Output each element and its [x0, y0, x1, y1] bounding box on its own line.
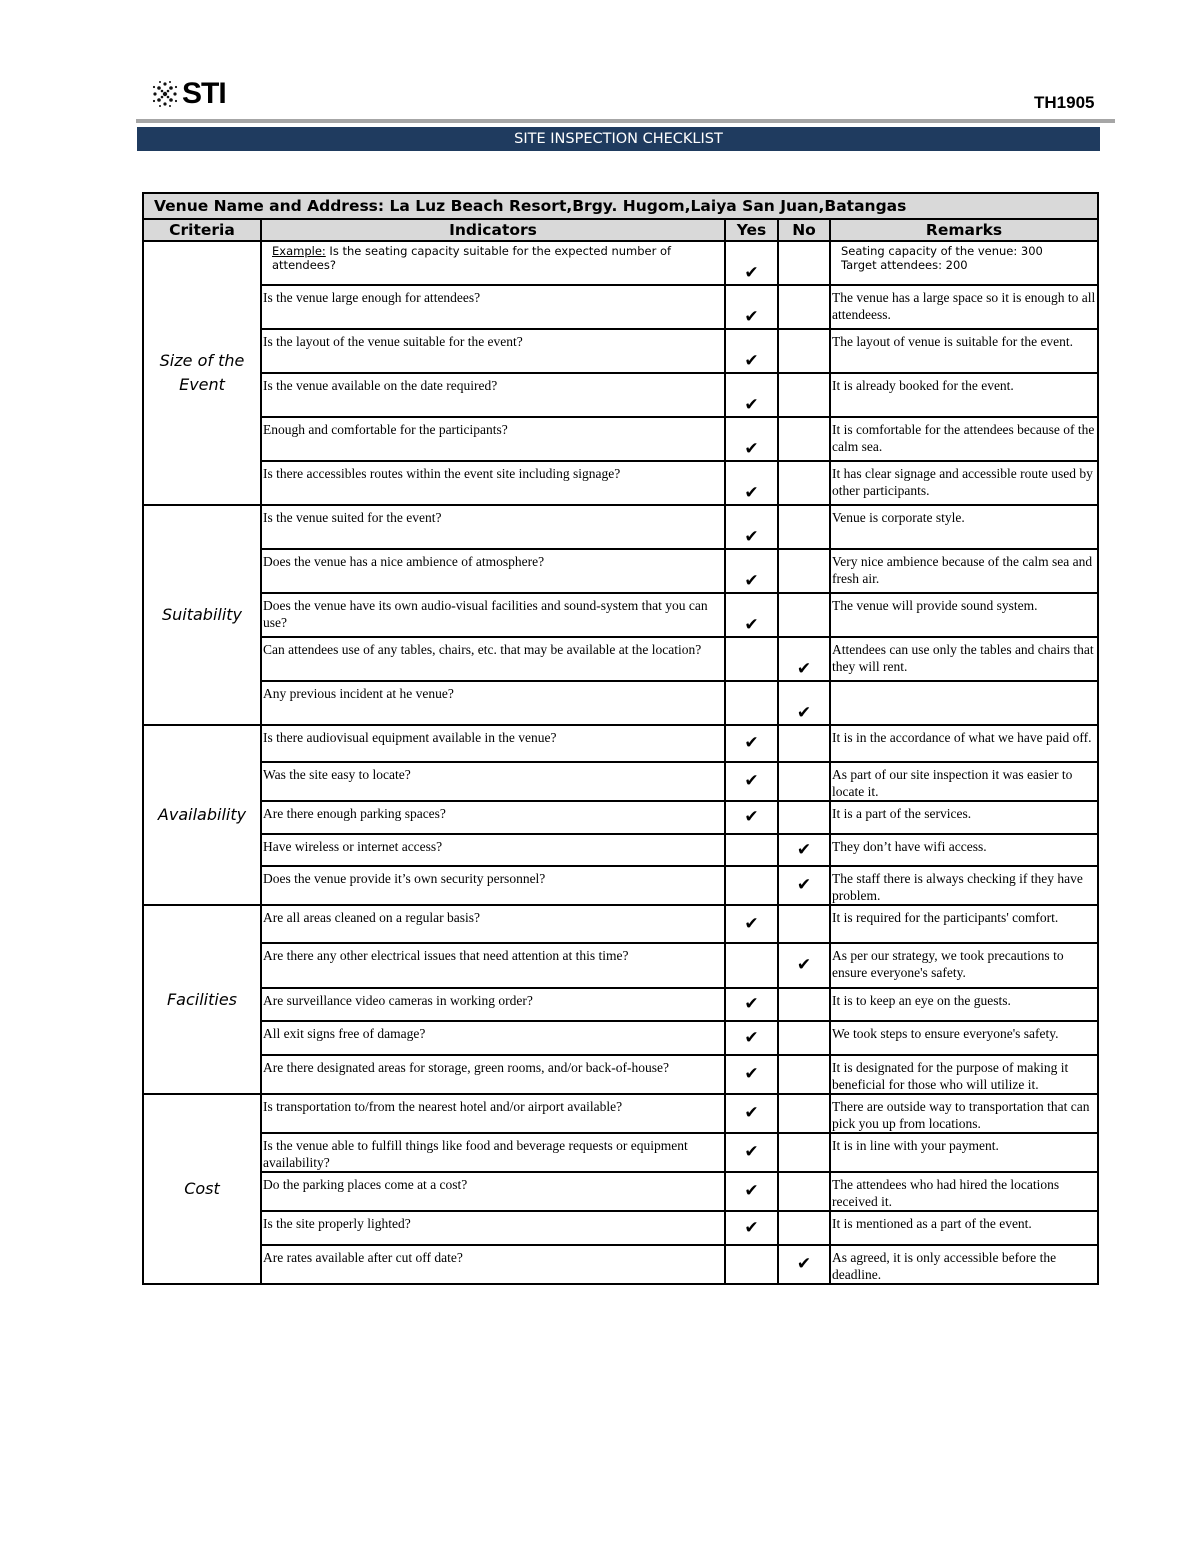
check-mark-icon: ✔ [744, 263, 759, 283]
indicator-cell: All exit signs free of damage? [261, 1021, 725, 1055]
indicator-cell: Have wireless or internet access? [261, 834, 725, 866]
yes-cell [725, 1055, 778, 1094]
check-mark-icon: ✔ [796, 703, 812, 723]
yes-cell [725, 725, 778, 762]
example-remarks-line2: Target attendees: 200 [841, 258, 968, 272]
no-cell [778, 549, 830, 593]
remarks-cell: It is comfortable for the attendees because of the calm sea. [830, 417, 1098, 461]
indicator-cell: Are all areas cleaned on a regular basis? [261, 905, 725, 943]
indicator-cell: Does the venue provide it’s own security personnel? [261, 866, 725, 905]
checklist-row [143, 762, 1098, 801]
checklist-row [143, 866, 1098, 905]
yes-cell [725, 417, 778, 461]
remarks-cell: It is already booked for the event. [830, 373, 1098, 417]
indicator-cell: Is there audiovisual equipment available in the venue? [261, 725, 725, 762]
remarks-cell: The layout of venue is suitable for the event. [830, 329, 1098, 373]
checklist-row [143, 725, 1098, 762]
indicator-cell: Can attendees use of any tables, chairs, etc. that may be available at the location? [261, 637, 725, 681]
remarks-cell: Attendees can use only the tables and chairs that they will rent. [830, 637, 1098, 681]
document-code: TH1905 [1034, 93, 1095, 112]
yes-cell [725, 762, 778, 801]
no-cell [778, 866, 830, 905]
header-rule [136, 119, 1115, 123]
no-cell [778, 1094, 830, 1133]
yes-cell [725, 801, 778, 834]
checklist-row [143, 505, 1098, 549]
check-mark-icon: ✔ [744, 1027, 759, 1048]
check-mark-icon: ✔ [796, 839, 812, 860]
remarks-cell: It is required for the participants' comfort. [830, 905, 1098, 943]
check-mark-icon: ✔ [744, 615, 759, 635]
checklist-row [143, 637, 1098, 681]
remarks-cell: As agreed, it is only accessible before the deadline. [830, 1245, 1098, 1284]
checklist-row [143, 461, 1098, 505]
yes-cell [725, 834, 778, 866]
checklist-row [143, 801, 1098, 834]
no-cell [778, 1055, 830, 1094]
indicator-cell: Was the site easy to locate? [261, 762, 725, 801]
no-cell [778, 637, 830, 681]
sti-logo [150, 74, 226, 114]
example-yes-cell [725, 241, 778, 285]
indicator-cell: Is transportation to/from the nearest hotel and/or airport available? [261, 1094, 725, 1133]
remarks-cell: The venue has a large space so it is enough to all attendeess. [830, 285, 1098, 329]
no-cell [778, 943, 830, 988]
yes-cell [725, 1021, 778, 1055]
checklist-row [143, 285, 1098, 329]
yes-cell [725, 866, 778, 905]
check-mark-icon: ✔ [744, 1064, 759, 1084]
checklist-row [143, 1245, 1098, 1284]
example-remarks-line1: Seating capacity of the venue: 300 [841, 244, 1043, 258]
no-cell [778, 373, 830, 417]
remarks-cell: It is designated for the purpose of making it beneficial for those who will utilize it. [830, 1055, 1098, 1094]
remarks-cell: It is a part of the services. [830, 801, 1098, 834]
checklist-row [143, 1133, 1098, 1172]
indicator-cell: Is the layout of the venue suitable for the event? [261, 329, 725, 373]
indicator-cell: Does the venue have its own audio-visual facilities and sound-system that you can use? [261, 593, 725, 637]
remarks-cell: Very nice ambience because of the calm sea and fresh air. [830, 549, 1098, 593]
no-cell [778, 988, 830, 1021]
check-mark-icon: ✔ [744, 1217, 759, 1238]
remarks-cell [830, 681, 1098, 725]
checklist-row [143, 988, 1098, 1021]
check-mark-icon: ✔ [744, 807, 759, 827]
check-mark-icon: ✔ [744, 1103, 759, 1123]
remarks-cell: It is in the accordance of what we have paid off. [830, 725, 1098, 762]
checklist-row [143, 417, 1098, 461]
no-cell [778, 834, 830, 866]
check-mark-icon: ✔ [744, 395, 759, 415]
no-header: No [778, 219, 830, 241]
indicator-cell: Are surveillance video cameras in working order? [261, 988, 725, 1021]
indicator-cell: Is there accessibles routes within the event site including signage? [261, 461, 725, 505]
remarks-cell: As per our strategy, we took precautions to ensure everyone's safety. [830, 943, 1098, 988]
no-cell [778, 1133, 830, 1172]
page-title: SITE INSPECTION CHECKLIST [137, 127, 1100, 151]
venue-cell [143, 193, 1098, 219]
no-cell [778, 417, 830, 461]
check-mark-icon: ✔ [744, 307, 759, 327]
criteria-1: Suitability [143, 505, 261, 725]
checklist-row [143, 1172, 1098, 1211]
checklist-row [143, 1021, 1098, 1055]
example-row [143, 241, 1098, 285]
remarks-cell: It is mentioned as a part of the event. [830, 1211, 1098, 1245]
remarks-cell: It is to keep an eye on the guests. [830, 988, 1098, 1021]
checklist-row [143, 1094, 1098, 1133]
check-mark-icon: ✔ [796, 955, 812, 975]
venue-value: La Luz Beach Resort,Brgy. Hugom,Laiya San Juan,Batangas [389, 197, 907, 215]
indicator-cell: Do the parking places come at a cost? [261, 1172, 725, 1211]
check-mark-icon: ✔ [744, 1181, 759, 1201]
indicator-cell: Is the venue available on the date required? [261, 373, 725, 417]
yes-cell [725, 549, 778, 593]
remarks-cell: The attendees who had hired the locations received it. [830, 1172, 1098, 1211]
no-cell [778, 461, 830, 505]
example-remarks [830, 241, 1098, 285]
yes-cell [725, 1211, 778, 1245]
indicator-cell: Is the venue large enough for attendees? [261, 285, 725, 329]
no-cell [778, 762, 830, 801]
no-cell [778, 1172, 830, 1211]
no-cell [778, 905, 830, 943]
example-label: Example: [272, 244, 326, 258]
yes-cell [725, 593, 778, 637]
check-mark-icon: ✔ [744, 913, 759, 934]
remarks-cell: The staff there is always checking if they have problem. [830, 866, 1098, 905]
remarks-cell: The venue will provide sound system. [830, 593, 1098, 637]
check-mark-icon: ✔ [744, 733, 759, 753]
criteria-header: Criteria [143, 219, 261, 241]
checklist-table [142, 192, 1099, 1285]
check-mark-icon: ✔ [744, 527, 759, 547]
yes-cell [725, 905, 778, 943]
check-mark-icon: ✔ [744, 439, 759, 459]
indicator-cell: Is the site properly lighted? [261, 1211, 725, 1245]
no-cell [778, 593, 830, 637]
yes-cell [725, 943, 778, 988]
example-indicator [261, 241, 725, 285]
remarks-cell: It is in line with your payment. [830, 1133, 1098, 1172]
check-mark-icon: ✔ [744, 571, 759, 591]
indicator-cell: Is the venue able to fulfill things like food and beverage requests or equipment availability? [261, 1133, 725, 1172]
indicator-cell: Are there any other electrical issues that need attention at this time? [261, 943, 725, 988]
checklist-row [143, 1211, 1098, 1245]
criteria-4: Cost [143, 1094, 261, 1284]
remarks-cell: We took steps to ensure everyone's safety. [830, 1021, 1098, 1055]
no-cell [778, 1245, 830, 1284]
check-mark-icon: ✔ [744, 771, 759, 791]
venue-label: Venue Name and Address: [154, 197, 385, 215]
criteria-2: Availability [143, 725, 261, 905]
indicator-cell: Enough and comfortable for the participants? [261, 417, 725, 461]
checklist-row [143, 549, 1098, 593]
yes-cell [725, 637, 778, 681]
venue-row [143, 193, 1098, 219]
remarks-header: Remarks [830, 219, 1098, 241]
remarks-cell: There are outside way to transportation that can pick you up from locations. [830, 1094, 1098, 1133]
checklist-row [143, 681, 1098, 725]
example-no-cell [778, 241, 830, 285]
remarks-cell: They don’t have wifi access. [830, 834, 1098, 866]
no-cell [778, 1211, 830, 1245]
no-cell [778, 681, 830, 725]
checklist-row [143, 943, 1098, 988]
example-question: Is the seating capacity suitable for the expected number of attendees? [272, 244, 672, 272]
no-cell [778, 801, 830, 834]
no-cell [778, 285, 830, 329]
checklist-row [143, 373, 1098, 417]
yes-cell [725, 1094, 778, 1133]
yes-cell [725, 681, 778, 725]
checklist-row [143, 834, 1098, 866]
check-mark-icon: ✔ [744, 483, 759, 503]
no-cell [778, 1021, 830, 1055]
remarks-cell: It has clear signage and accessible route used by other participants. [830, 461, 1098, 505]
remarks-cell: As part of our site inspection it was easier to locate it. [830, 762, 1098, 801]
checklist-row [143, 593, 1098, 637]
checklist-row [143, 905, 1098, 943]
no-cell [778, 329, 830, 373]
globe-icon [150, 79, 180, 109]
indicator-cell: Are there enough parking spaces? [261, 801, 725, 834]
check-mark-icon: ✔ [796, 659, 812, 679]
logo-text: STI [182, 77, 226, 110]
indicators-header: Indicators [261, 219, 725, 241]
no-cell [778, 725, 830, 762]
yes-cell [725, 461, 778, 505]
no-cell [778, 505, 830, 549]
criteria-0: Size of the Event [143, 241, 261, 505]
yes-cell [725, 1133, 778, 1172]
yes-header: Yes [725, 219, 778, 241]
checklist-row [143, 1055, 1098, 1094]
yes-cell [725, 988, 778, 1021]
remarks-cell: Venue is corporate style. [830, 505, 1098, 549]
column-header-row [143, 219, 1098, 241]
check-mark-icon: ✔ [744, 1142, 759, 1162]
yes-cell [725, 1245, 778, 1284]
indicator-cell: Are there designated areas for storage, green rooms, and/or back-of-house? [261, 1055, 725, 1094]
criteria-3: Facilities [143, 905, 261, 1094]
yes-cell [725, 1172, 778, 1211]
indicator-cell: Are rates available after cut off date? [261, 1245, 725, 1284]
check-mark-icon: ✔ [796, 1254, 812, 1274]
indicator-cell: Is the venue suited for the event? [261, 505, 725, 549]
checklist-row [143, 329, 1098, 373]
check-mark-icon: ✔ [744, 351, 759, 371]
yes-cell [725, 329, 778, 373]
indicator-cell: Does the venue has a nice ambience of atmosphere? [261, 549, 725, 593]
yes-cell [725, 373, 778, 417]
indicator-cell: Any previous incident at he venue? [261, 681, 725, 725]
yes-cell [725, 505, 778, 549]
check-mark-icon: ✔ [796, 875, 812, 895]
yes-cell [725, 285, 778, 329]
check-mark-icon: ✔ [744, 994, 759, 1014]
